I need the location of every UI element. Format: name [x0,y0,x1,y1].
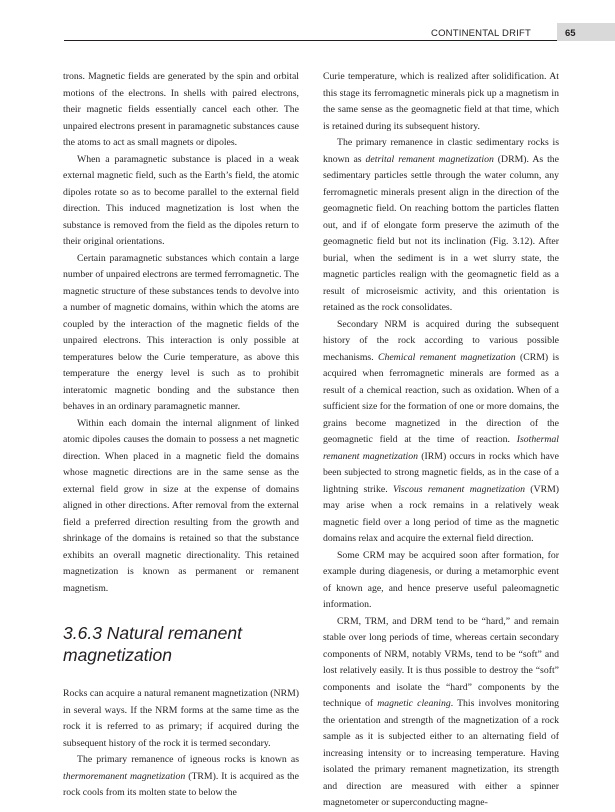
term-crm: Chemical remanent magnetization [377,351,516,363]
paragraph: trons. Magnetic fields are generated by the spin and orbital motions of the electrons. In shells with paired electrons, their magnetic fields essentially cancel each other. The unpaired electrons present in paramagnetic substances cause the atoms to act as small magnets or dipoles. [63,71,299,148]
paragraph: Certain paramagnetic substances which contain a large number of unpaired electrons are termed ferromagnetic. The magnetic structure of these substances tends to devolve into a number of magnetic domains, within which the atoms are coupled by the interaction of the magnetic fields of the unpaired electrons. This interaction is only possible at temperatures below the Curie temperature, as above this temperature the energy level is such as to prohibit interatomic magnetic bonding and the substance then behaves in an ordinary paramagnetic manner. [63,252,299,412]
running-head [0,0,615,40]
paragraph [323,614,559,812]
text-run: (VRM) may arise when a rock remains in a relatively weak magnetic field over a long period of time as the magnetic domains relax and acquire the external field direction. [323,483,559,544]
paragraph [323,317,559,548]
paragraph [63,752,299,802]
text-run: The primary remanence in clastic sedimentary rocks is known as [323,137,559,165]
text-run: Secondary NRM is acquired during the subsequent history of the rock according to various possible mechanisms. [323,318,559,363]
paragraph [323,135,559,317]
term-vrm: Viscous remanent magnetization [392,483,525,495]
text-run: (CRM) is acquired when ferromagnetic minerals are formed as a result of a chemical reaction, such as oxidation. When of a sufficient size for the formation of one or more domains, the grains become magnetized in the direction of the geomagnetic field at the time of reaction. [323,351,559,445]
header-rule [64,40,557,41]
term-magnetic-cleaning: magnetic cleaning [377,698,451,709]
right-column [323,69,559,812]
text-run: (TRM). It is acquired as the rock cools from its molten state to below the [63,770,299,798]
text-run: CRM, TRM, and DRM tend to be “hard,” and remain stable over long periods of time, whereas certain secondary components of NRM, notably VRMs, tend to be “soft” and lost relatively easily. It is thus possible to destroy the “soft” components and isolate the “hard” components by the technique of [323,615,559,709]
paragraph: When a paramagnetic substance is placed in a weak external magnetic field, such as the Earth’s field, the atomic dipoles rotate so as to become parallel to the external field direction. This induced magnetization is lost when the substance is removed from the field as the dipoles return to their original orientations. [63,153,299,247]
page-number: 65 [565,28,576,39]
term-irm: Isothermal remanent magnetization [323,434,559,462]
text-run: (DRM). As the sedimentary particles settle through the water column, any ferromagnetic minerals present align in the direction of the geomagnetic field. On reaching bottom the particles flatten out, and if of elongate form preserve the azimuth of the geomagnetic field but not its inclination (Fig. 3.12). After burial, when the sediment is in a wet slurry state, the magnetic particles realign with the geomagnetic field as a result of microseismic activity, and this orientation is retained as the rock consolidates. [323,153,560,313]
text-run: The primary remanence of igneous rocks is known as [77,754,299,765]
term-trm: thermoremanent magnetization [63,770,186,782]
left-column [63,69,299,802]
running-title: CONTINENTAL DRIFT [431,28,531,39]
section-heading: 3.6.3 Natural remanent magnetization [63,623,242,665]
text-run: . This involves monitoring the orientation and strength of the magnetization of a rock sample as it is subjected either to an alternating field of increasing intensity or to increasing temperature. Having isolated the primary remanent magnetization, its strength and direction are measured with either a spinner magnetometer or superconducting magne- [323,698,560,808]
paragraph: Curie temperature, which is realized after solidification. At this stage its ferromagnetic minerals pick up a magnetism in the same sense as the geomagnetic field at that time, which is retained during its subsequent history. [323,71,559,132]
term-drm: detrital remanent magnetization [365,153,494,165]
paragraph: Rocks can acquire a natural remanent magnetization (NRM) in several ways. If the NRM forms at the same time as the rock it is referred to as primary; if acquired during the subsequent history of the rock it is termed secondary. [63,688,299,749]
paragraph: Within each domain the internal alignment of linked atomic dipoles causes the domain to possess a net magnetic direction. When placed in a magnetic field the domains whose magnetic directions are in the same sense as the external field grow in size at the expense of domains aligned in other directions. After removal from the external field a preferred direction resulting from the growth and shrinkage of the domains is retained so that the substance exhibits an overall magnetic directionality. This retained magnetization is known as permanent or remanent magnetism. [63,417,299,594]
text-run: (IRM) occurs in rocks which have been subjected to strong magnetic fields, as in the case of a lightning strike. [323,450,559,495]
paragraph: Some CRM may be acquired soon after formation, for example during diagenesis, or during a metamorphic event of known age, and hence preserve useful paleomagnetic information. [323,549,559,610]
